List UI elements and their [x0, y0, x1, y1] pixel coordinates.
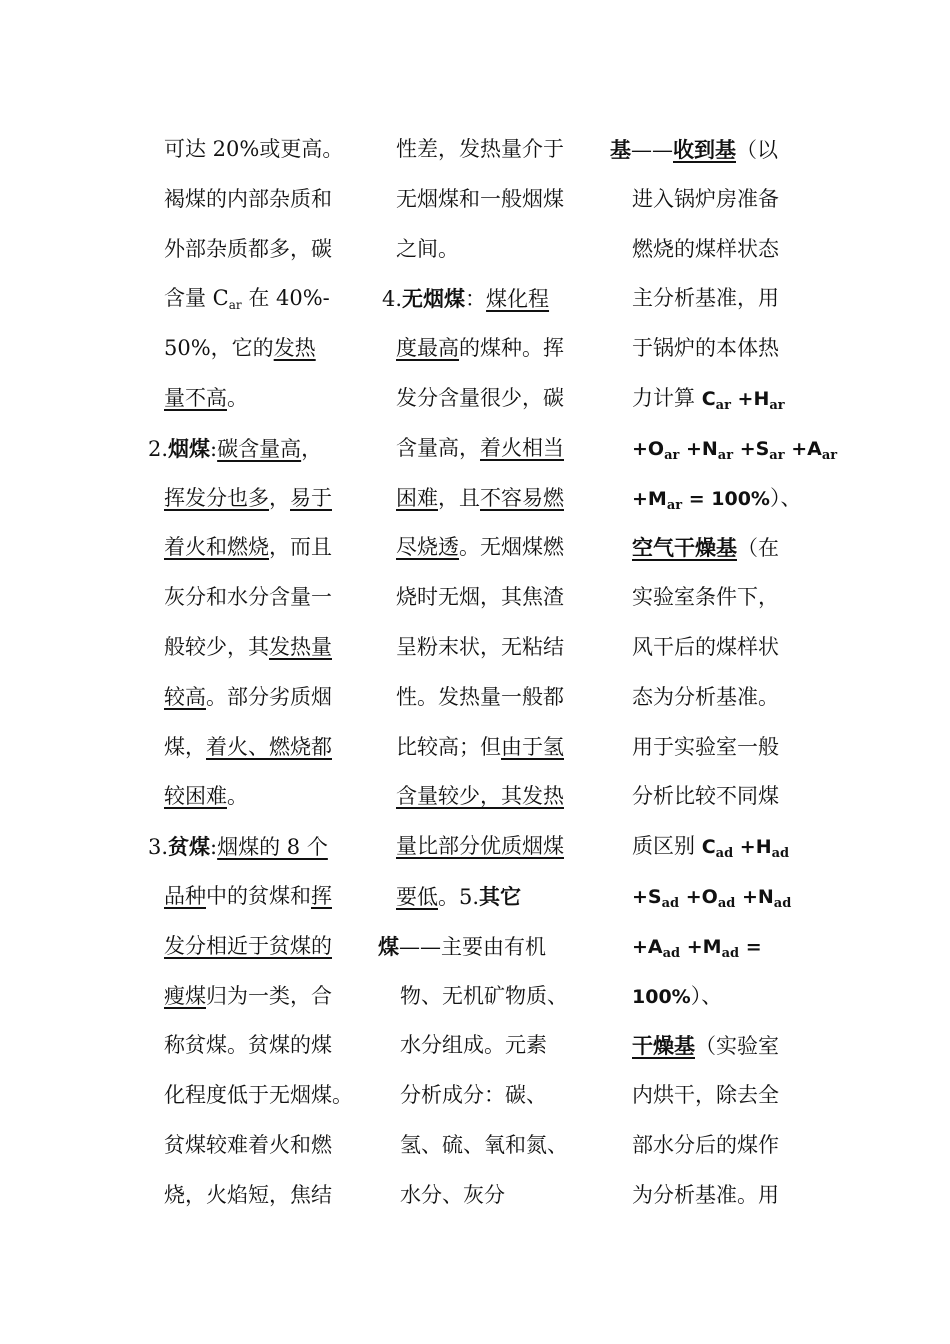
- text-line: [148, 1171, 353, 1221]
- text-line: [610, 225, 837, 275]
- subscript: ad: [661, 895, 680, 911]
- text: 褐煤的内部杂质和: [164, 186, 332, 211]
- list-number: 2.: [148, 436, 169, 461]
- text-line: [148, 772, 353, 822]
- underlined-text: 发分相近于贫煤的: [164, 933, 332, 958]
- text: 。部分劣质烟: [206, 684, 332, 709]
- text: 力计算: [632, 385, 702, 410]
- formula-symbol: +S: [733, 437, 770, 460]
- text-line: [148, 225, 353, 275]
- formula-line: [610, 424, 837, 474]
- text: ——主要由有机: [399, 934, 546, 959]
- text: 物、无机矿物质、: [400, 983, 568, 1008]
- underlined-text: 瘦煤: [164, 983, 206, 1008]
- text-line: [610, 125, 837, 175]
- text: ，: [301, 436, 323, 461]
- text: 内烘干，除去全: [632, 1083, 779, 1108]
- underlined-text: 尽烧透: [396, 535, 459, 560]
- text-line: [610, 573, 837, 623]
- subscript: ar: [717, 447, 734, 463]
- underlined-text: 着火、燃烧都: [206, 734, 332, 759]
- text-line: [378, 573, 568, 623]
- text-line: [148, 324, 353, 374]
- text-line: [148, 523, 353, 573]
- underlined-text: 易于: [290, 485, 332, 510]
- text-column-2: [378, 125, 568, 1221]
- text: 部水分后的煤作: [632, 1132, 779, 1157]
- text-line: [378, 424, 568, 474]
- underlined-text: 煤化程: [486, 287, 550, 312]
- text: 含量高，: [396, 435, 480, 460]
- term-heading: 煤: [378, 933, 399, 959]
- text: 50%，它的: [164, 336, 274, 361]
- underlined-text: 品种: [164, 883, 206, 908]
- formula-line: [610, 922, 837, 972]
- text-line: [148, 623, 353, 673]
- list-number: 3.: [148, 835, 169, 860]
- list-item-heading: [148, 822, 353, 872]
- text: 之间。: [396, 236, 459, 261]
- text: 分析成分：碳、: [400, 1083, 547, 1108]
- text-line: [378, 1021, 568, 1071]
- text-line: [148, 573, 353, 623]
- formula-symbol: +N: [679, 437, 718, 460]
- subscript: ar: [715, 397, 731, 413]
- text: 在 40%-: [241, 286, 330, 311]
- text-line: [148, 125, 353, 175]
- text: 质区别: [632, 834, 702, 859]
- underlined-text: 量不高: [164, 385, 227, 410]
- term-heading: 其它: [479, 883, 522, 909]
- text-line: [610, 175, 837, 225]
- text: 分析比较不同煤: [632, 784, 779, 809]
- text: 归为一类，合: [206, 983, 332, 1008]
- text-line: [610, 772, 837, 822]
- text: 态为分析基准。: [632, 684, 779, 709]
- underlined-text: 碳含量高: [217, 436, 302, 461]
- text: 风干后的煤样状: [632, 634, 779, 659]
- text: 中的贫煤和: [206, 883, 311, 908]
- subscript: ar: [664, 447, 680, 463]
- text-line: [148, 1071, 353, 1121]
- formula-line: [610, 474, 837, 524]
- underlined-text: 度最高: [396, 336, 459, 361]
- text: 水分组成。元素: [400, 1033, 547, 1058]
- formula-symbol: C: [701, 387, 716, 410]
- text-line: [148, 374, 353, 424]
- text-line: [610, 673, 837, 723]
- underlined-text: 挥: [311, 883, 332, 908]
- term-heading: 烟煤: [168, 435, 211, 461]
- underlined-text: 要低: [396, 884, 438, 909]
- text: 用于实验室一般: [632, 734, 779, 759]
- formula-symbol: +H: [733, 836, 772, 859]
- subscript: ad: [721, 945, 740, 961]
- text-line: [378, 1071, 568, 1121]
- formula-symbol: +N: [735, 885, 774, 908]
- subscript: ad: [715, 846, 734, 862]
- text: 进入锅炉房准备: [632, 186, 779, 211]
- text: 的煤种。挥: [459, 336, 564, 361]
- text: ）、: [769, 485, 802, 510]
- text: （在: [737, 536, 779, 561]
- text-line: [378, 374, 568, 424]
- underlined-text: 发热: [273, 336, 316, 361]
- text-line: [610, 623, 837, 673]
- text-line: [610, 324, 837, 374]
- text: 实验室条件下，: [632, 585, 779, 610]
- text-line: [148, 274, 353, 324]
- text: 灰分和水分含量一: [164, 585, 332, 610]
- text-line: [378, 324, 568, 374]
- underlined-text: 量比部分优质烟煤: [396, 834, 564, 859]
- list-item-heading: [378, 274, 568, 324]
- text: 。: [227, 385, 248, 410]
- list-number: 4.: [382, 287, 403, 312]
- text: ，: [269, 485, 290, 510]
- text-line: [378, 772, 568, 822]
- text: 。: [227, 784, 248, 809]
- text: 烧时无烟，其焦渣: [396, 585, 564, 610]
- formula-line: [610, 374, 837, 424]
- text-line: [610, 1121, 837, 1171]
- text: 主分析基准，用: [632, 286, 779, 311]
- text-line: [378, 225, 568, 275]
- text-line: [148, 1121, 353, 1171]
- text-line: [148, 922, 353, 972]
- text: ——: [631, 138, 673, 162]
- underlined-term: 收到基: [673, 137, 736, 162]
- text-line: [148, 972, 353, 1022]
- text-line: [378, 822, 568, 872]
- text: 煤，: [164, 734, 206, 759]
- text-line: [148, 1021, 353, 1071]
- subscript: ar: [666, 497, 683, 513]
- formula-symbol: +M: [680, 935, 722, 958]
- subscript: ar: [821, 447, 838, 463]
- subscript: ad: [771, 846, 790, 862]
- text: :: [210, 436, 218, 461]
- text: 性差，发热量介于: [396, 137, 564, 161]
- term-heading: 基: [610, 137, 631, 162]
- text-line: [610, 1071, 837, 1121]
- text-line: [610, 723, 837, 773]
- text: 化程度低于无烟煤。: [164, 1083, 353, 1108]
- text-line: [378, 972, 568, 1022]
- text: 贫煤较难着火和燃: [164, 1132, 332, 1157]
- text-line: [378, 523, 568, 573]
- text-column-3: [610, 125, 837, 1221]
- text: 性。发热量一般都: [396, 684, 564, 709]
- text: 无烟煤和一般烟煤: [396, 186, 564, 211]
- subscript: ad: [662, 945, 681, 961]
- underlined-text: 由于氢: [501, 734, 564, 759]
- text: 呈粉末状，无粘结: [396, 634, 564, 659]
- text-line: [610, 523, 837, 573]
- list-item-heading: [148, 424, 353, 474]
- text-line: [378, 922, 568, 972]
- formula-symbol: 100%: [632, 985, 691, 1008]
- text: 可达 20%或更高。: [164, 137, 344, 161]
- underlined-text: 着火相当: [480, 435, 564, 460]
- text-line: [378, 623, 568, 673]
- underlined-term: 空气干燥基: [632, 535, 737, 561]
- text-column-1: [148, 125, 353, 1221]
- formula-symbol: +A: [784, 437, 822, 460]
- text-line: [378, 1121, 568, 1171]
- text: 烧，火焰短，焦结: [164, 1182, 332, 1207]
- text: 比较高；但: [396, 734, 501, 759]
- text: 含量 C: [164, 286, 229, 311]
- formula-line: [610, 872, 837, 922]
- text-line: [378, 872, 568, 922]
- text: （实验室: [695, 1034, 779, 1059]
- text-line: [378, 1171, 568, 1221]
- subscript: ad: [773, 895, 792, 911]
- underlined-text: 困难: [396, 485, 438, 510]
- underlined-text: 发热量: [269, 634, 332, 659]
- text: 燃烧的煤样状态: [632, 236, 779, 261]
- text-line: [148, 872, 353, 922]
- text: （以: [736, 138, 778, 162]
- underlined-text: 较困难: [164, 784, 227, 809]
- text-line: [148, 723, 353, 773]
- formula-symbol: +M: [632, 487, 667, 510]
- subscript: ar: [769, 447, 785, 463]
- text-line: [610, 1171, 837, 1221]
- underlined-text: 含量较少，其发热: [396, 784, 564, 809]
- term-heading: 无烟煤: [402, 286, 466, 312]
- text: 。5.: [438, 884, 480, 909]
- text: ，且: [438, 485, 480, 510]
- subscript: ar: [228, 298, 242, 313]
- formula-symbol: C: [701, 836, 716, 859]
- text: ）、: [690, 983, 723, 1008]
- text-line: [148, 673, 353, 723]
- formula-line: [610, 822, 837, 872]
- underlined-text: 着火和燃烧: [164, 535, 269, 560]
- term-heading: 贫煤: [168, 834, 211, 860]
- formula-symbol: +O: [679, 885, 718, 908]
- text: 发分含量很少，碳: [396, 385, 564, 410]
- text: 于锅炉的本体热: [632, 336, 779, 361]
- text: 般较少，其: [164, 634, 269, 659]
- formula-symbol: +S: [632, 885, 662, 908]
- text-line: [378, 474, 568, 524]
- text: ：: [465, 287, 487, 312]
- text: :: [210, 835, 218, 860]
- underlined-text: 挥发分也多: [164, 485, 269, 510]
- subscript: ar: [769, 397, 785, 413]
- text-line: [148, 175, 353, 225]
- text: 外部杂质都多，碳: [164, 236, 332, 261]
- text: 称贫煤。贫煤的煤: [164, 1033, 332, 1058]
- text: 。无烟煤燃: [459, 535, 564, 560]
- text: 为分析基准。用: [632, 1182, 779, 1207]
- text-line: [610, 1021, 837, 1071]
- underlined-text: 较高: [164, 684, 206, 709]
- text-line: [610, 274, 837, 324]
- formula-symbol: +O: [632, 437, 665, 460]
- text-line: [148, 474, 353, 524]
- underlined-term: 干燥基: [632, 1033, 695, 1059]
- subscript: ad: [717, 895, 736, 911]
- text-line: [378, 723, 568, 773]
- formula-symbol: +H: [730, 387, 770, 410]
- text-line: [378, 125, 568, 175]
- underlined-text: 不容易燃: [480, 485, 564, 510]
- text-line: [378, 673, 568, 723]
- underlined-text: 烟煤的 8 个: [217, 835, 328, 860]
- text: ，而且: [269, 535, 332, 560]
- text: 水分、灰分: [400, 1182, 505, 1207]
- formula-symbol: +A: [632, 935, 663, 958]
- formula-symbol: =: [739, 935, 762, 958]
- text: 氢、硫、氧和氮、: [400, 1132, 568, 1157]
- formula-symbol: = 100%: [682, 487, 770, 510]
- formula-line: [610, 972, 837, 1022]
- text-line: [378, 175, 568, 225]
